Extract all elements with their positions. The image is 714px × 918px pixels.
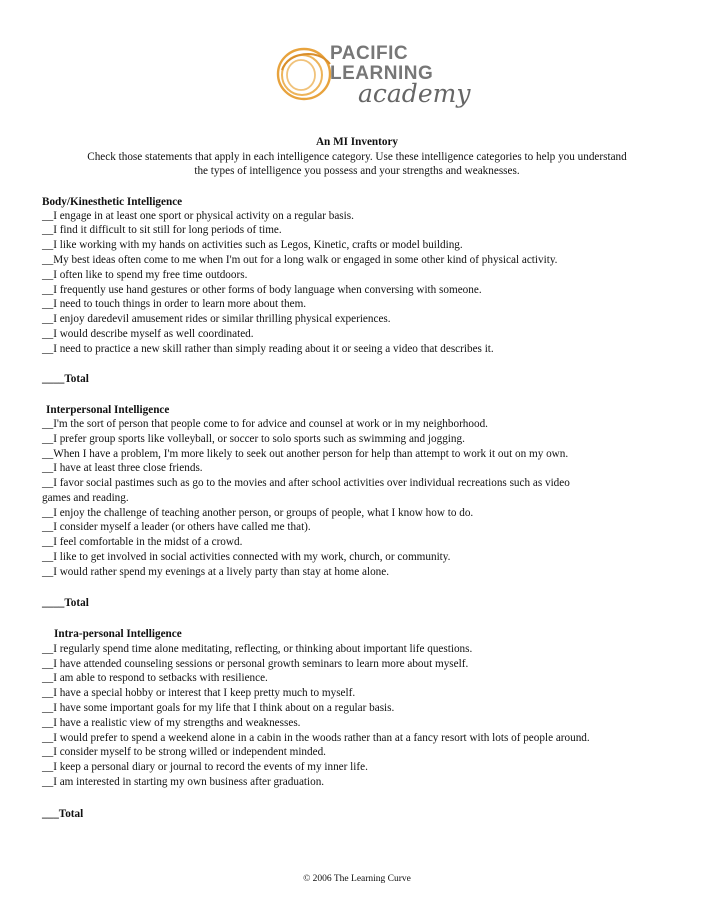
checklist-item: __I consider myself a leader (or others have called me that). [42,521,311,533]
checklist-item: __I have at least three close friends. [42,462,203,474]
section-heading-body-kinesthetic: Body/Kinesthetic Intelligence [42,196,183,208]
section-total-body-kinesthetic: ____Total [42,373,89,385]
pacific-learning-academy-logo [268,38,471,120]
checklist-item: __I have some important goals for my life that I think about on a regular basis. [42,702,395,714]
checklist-item: __I need to practice a new skill rather than simply reading about it or seeing a video that describes it. [42,343,494,355]
checklist-item: __I enjoy daredevil amusement rides or similar thrilling physical experiences. [42,313,391,325]
checklist-item: __I prefer group sports like volleyball, or soccer to solo sports such as swimming and jogging. [42,433,465,445]
checklist-item: __I am able to respond to setbacks with resilience. [42,672,268,684]
checklist-item: __I would prefer to spend a weekend alone in a cabin in the woods rather than at a fancy resort with lots of people around. [42,732,590,744]
checklist-item: __I frequently use hand gestures or other forms of body language when conversing with someone. [42,284,482,296]
checklist-item: __I engage in at least one sport or physical activity on a regular basis. [42,210,354,222]
section-heading-intrapersonal: Intra-personal Intelligence [54,628,182,640]
checklist-item: __I often like to spend my free time outdoors. [42,269,248,281]
checklist-item: __I like to get involved in social activities connected with my work, church, or community. [42,551,451,563]
checklist-item-continuation: games and reading. [42,492,129,504]
checklist-item: __I find it difficult to sit still for long periods of time. [42,224,282,236]
logo-word-academy: academy [358,79,471,108]
checklist-item: __I feel comfortable in the midst of a crowd. [42,536,243,548]
checklist-item: __I favor social pastimes such as go to the movies and after school activities over individual recreations such as video [42,477,570,489]
checklist-item: __I keep a personal diary or journal to record the events of my inner life. [42,761,368,773]
checklist-item: __I'm the sort of person that people come to for advice and counsel at work or in my neighborhood. [42,418,488,430]
checklist-item: __I have a realistic view of my strengths and weaknesses. [42,717,301,729]
checklist-item: __I would rather spend my evenings at a lively party than stay at home alone. [42,566,390,578]
instructions-line-1: Check those statements that apply in each intelligence category. Use these intelligence categories to help you understand [87,151,627,163]
checklist-item: __My best ideas often come to me when I'm out for a long walk or engaged in some other kind of physical activity. [42,254,558,266]
section-total-interpersonal: ____Total [42,597,89,609]
checklist-item: __I enjoy the challenge of teaching another person, or groups of people, what I know how to do. [42,507,474,519]
section-heading-interpersonal: Interpersonal Intelligence [46,404,170,416]
spiral-circle-icon [274,42,338,106]
checklist-item: __I would describe myself as well coordinated. [42,328,254,340]
checklist-item: __I am interested in starting my own business after graduation. [42,776,325,788]
document-title: An MI Inventory [315,136,399,148]
checklist-item: __I have a special hobby or interest that I keep pretty much to myself. [42,687,356,699]
section-total-intrapersonal: ___Total [42,808,84,820]
logo-word-pacific: PACIFIC [330,43,409,64]
checklist-item: __When I have a problem, I'm more likely to seek out another person for help than attempt to work it out on my own. [42,448,569,460]
logo-word-learning: LEARNING [330,63,434,84]
checklist-item: __I consider myself to be strong willed or independent minded. [42,746,326,758]
instructions-line-2: the types of intelligence you possess and your strengths and weaknesses. [194,165,520,177]
checklist-item: __I have attended counseling sessions or personal growth seminars to learn more about myself. [42,658,469,670]
checklist-item: __I like working with my hands on activities such as Legos, Kinetic, crafts or model building. [42,239,463,251]
checklist-item: __I need to touch things in order to learn more about them. [42,298,307,310]
checklist-item: __I regularly spend time alone meditating, reflecting, or thinking about important life questions. [42,643,473,655]
copyright-footer: © 2006 The Learning Curve [303,874,411,884]
